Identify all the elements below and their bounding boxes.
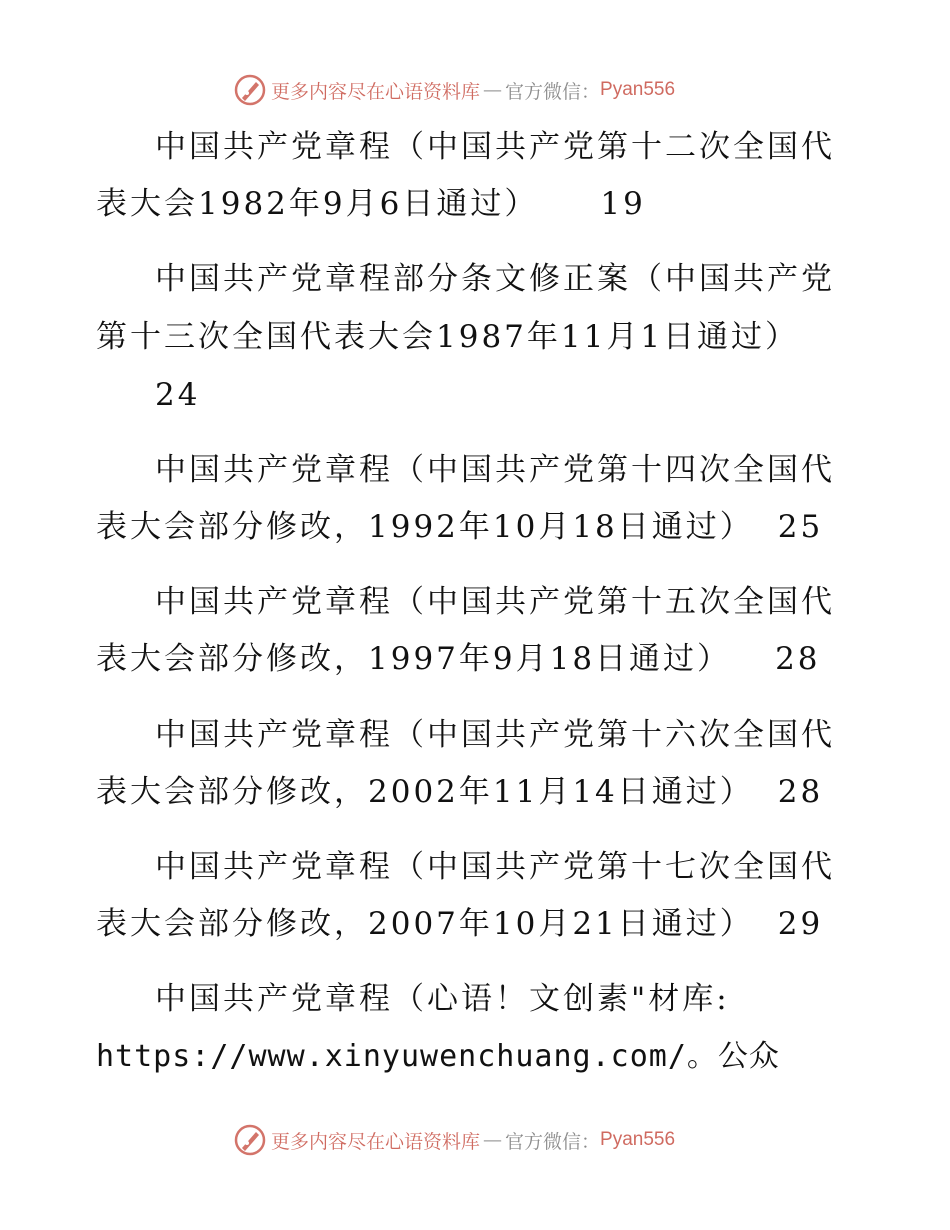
toc-entry-line: 中国共产党章程（中国共产党第十五次全国代 [155, 584, 835, 620]
pen-logo-icon [233, 73, 267, 107]
toc-page-number: 29 [777, 906, 824, 942]
toc-entry-text: 表大会1982年9月6日通过） [96, 186, 539, 222]
toc-entry-text: 表大会部分修改，2002年11月14日通过） [96, 774, 754, 810]
toc-entry-line [96, 904, 823, 944]
toc-entry-line: 中国共产党章程部分条文修正案（中国共产党 [155, 261, 835, 297]
toc-entry-line: 第十三次全国代表大会1987年11月1日通过） [96, 319, 800, 355]
pen-logo-icon [233, 1123, 267, 1157]
toc-entry-text: 表大会部分修改，1992年10月18日通过） [96, 509, 754, 545]
watermark-wechat-id: Pyan556 [600, 79, 676, 100]
toc-entry-line: 中国共产党章程（中国共产党第十四次全国代 [155, 452, 835, 488]
toc-entry-text: 表大会部分修改，1997年9月18日通过） [96, 641, 732, 677]
toc-page-number: 24 [155, 377, 201, 413]
toc-page-number: 25 [777, 509, 824, 545]
toc-entry-line: 中国共产党章程（心语！文创素"材库: [155, 981, 730, 1017]
watermark-footer [233, 1122, 675, 1158]
watermark-dash: — [483, 79, 503, 101]
toc-entry-text: 表大会部分修改，2007年10月21日通过） [96, 906, 754, 942]
toc-entry-line [96, 184, 646, 224]
toc-entry-line [96, 772, 823, 812]
watermark-main-text: 更多内容尽在心语资料库 [271, 80, 481, 103]
toc-entry-line [96, 507, 823, 547]
toc-entry-line: 中国共产党章程（中国共产党第十七次全国代 [155, 849, 835, 885]
watermark-sub-text: 官方微信： [505, 80, 601, 103]
watermark-dash: — [483, 1129, 503, 1151]
watermark-sub-text: 官方微信： [505, 1130, 601, 1153]
toc-page-number: 19 [600, 186, 646, 222]
toc-page-number: 28 [775, 641, 821, 677]
toc-entry-url-line: https://www.xinyuwenchuang.com/。公众 [96, 1039, 780, 1074]
toc-page-number: 28 [777, 774, 824, 810]
toc-entry-line [96, 639, 821, 679]
watermark-header [233, 72, 675, 108]
watermark-main-text: 更多内容尽在心语资料库 [271, 1130, 481, 1153]
watermark-wechat-id: Pyan556 [600, 1129, 676, 1150]
toc-entry-line: 中国共产党章程（中国共产党第十二次全国代 [155, 129, 835, 165]
toc-entry-line: 中国共产党章程（中国共产党第十六次全国代 [155, 717, 835, 753]
